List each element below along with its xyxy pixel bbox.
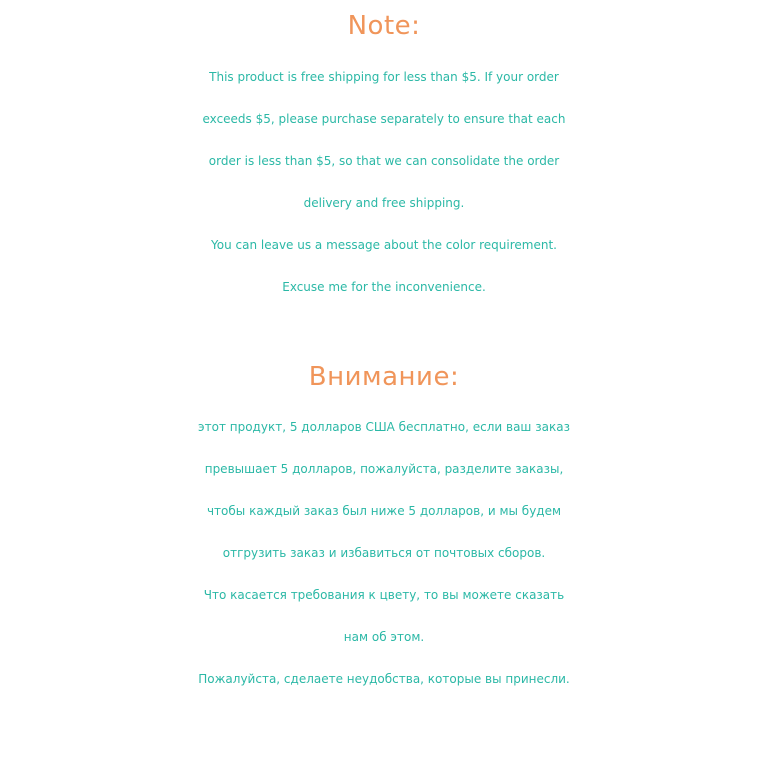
english-line-3: order is less than $5, so that we can consolidate the order	[208, 154, 560, 168]
note-heading: Note:	[347, 11, 421, 41]
russian-line-2: превышает 5 долларов, пожалуйста, разделите заказы,	[204, 462, 564, 476]
english-line-1: This product is free shipping for less than $5. If your order	[209, 70, 559, 84]
english-line-4: delivery and free shipping.	[303, 196, 465, 210]
english-line-2: exceeds $5, please purchase separately to ensure that each	[202, 112, 566, 126]
russian-line-3: чтобы каждый заказ был ниже 5 долларов, и мы будем	[206, 504, 562, 518]
russian-line-4: отгрузить заказ и избавиться от почтовых сборов.	[222, 546, 546, 560]
english-line-6: Excuse me for the inconvenience.	[282, 280, 486, 294]
russian-line-1: этот продукт, 5 долларов США бесплатно, если ваш заказ	[198, 420, 570, 434]
english-line-5: You can leave us a message about the color requirement.	[211, 238, 557, 252]
russian-line-7: Пожалуйста, сделаете неудобства, которые вы принесли.	[198, 672, 570, 686]
russian-line-5: Что касается требования к цвету, то вы можете сказать	[203, 588, 565, 602]
russian-heading: Внимание:	[308, 362, 460, 392]
russian-line-6: нам об этом.	[343, 630, 425, 644]
